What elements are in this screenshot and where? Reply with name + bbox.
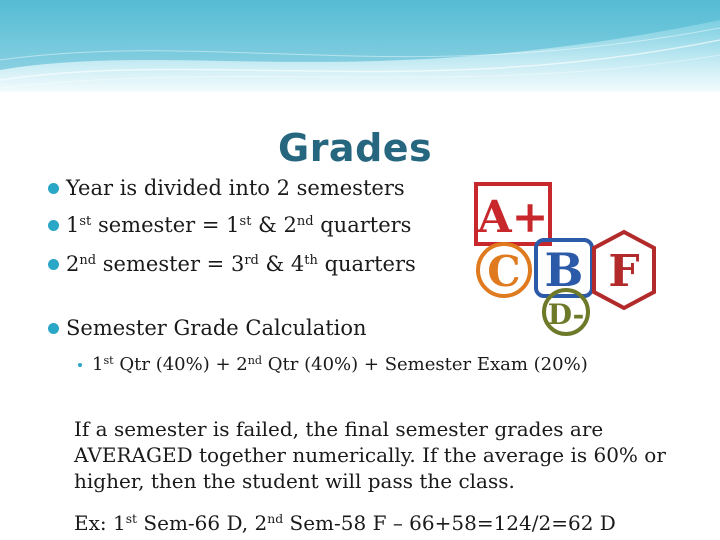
bullet-text-part: 1 [66,213,80,237]
sub-bullet-dot-icon [78,363,82,367]
bullet-first-semester [66,213,411,237]
example-text-part: Sem-58 F – 66+58=124/2=62 D [283,511,616,535]
bullet-dot-icon [48,220,59,231]
stamp-label: C [487,247,521,296]
bullet-semesters [66,176,405,200]
bullet-grade-calculation [66,316,367,340]
example-text-part: Ex: 1 [74,511,126,535]
bullet-text-part: & 2 [251,213,297,237]
sub-bullet-formula [92,354,588,376]
example-text-part: Sem-66 D, 2 [137,511,268,535]
stamp-label: D- [547,298,585,331]
sub-bullet-text-part: Qtr (40%) + Semester Exam (20%) [262,354,588,375]
bullet-dot-icon [48,323,59,334]
sub-bullet-text-part: 1 [92,354,104,375]
grade-stamps-image [474,166,674,338]
bullet-second-semester [66,252,416,276]
bullet-dot-icon [48,183,59,194]
sub-bullet-text-part: Qtr (40%) + 2 [113,354,248,375]
ordinal-suffix: nd [79,252,97,268]
bullet-dot-icon [48,259,59,270]
example-line [74,510,616,536]
stamp-label: A+ [477,192,549,243]
bullet-text-part: quarters [313,213,412,237]
stamp-c [478,244,530,296]
ordinal-suffix: st [125,511,138,527]
stamp-label: B [544,243,584,297]
failed-semester-paragraph: If a semester is failed, the final semester grades are AVERAGED together numerically. If the average is 60% or higher, then the student will pass the class. [74,417,666,493]
stamp-f [594,232,654,308]
stamp-a-plus [476,184,550,244]
ordinal-suffix: th [304,252,318,268]
bullet-text-part: 2 [66,252,80,276]
bullet-text: Year is divided into 2 semesters [66,176,405,200]
ordinal-suffix: st [79,213,92,229]
slide-title: Grades [278,126,433,170]
stamp-label: F [608,246,640,297]
header-banner [0,0,720,92]
ordinal-suffix: rd [244,252,259,268]
ordinal-suffix: st [103,353,114,367]
bullet-text-part: semester = 3 [96,252,245,276]
bullet-text-part: & 4 [258,252,305,276]
bullet-text-part: quarters [317,252,416,276]
ordinal-suffix: st [239,213,252,229]
ordinal-suffix: nd [267,511,284,527]
ordinal-suffix: nd [296,213,314,229]
bullet-text-part: semester = 1 [91,213,240,237]
ordinal-suffix: nd [247,353,263,367]
banner-wave-decoration [0,0,720,92]
bullet-text: Semester Grade Calculation [66,316,367,340]
